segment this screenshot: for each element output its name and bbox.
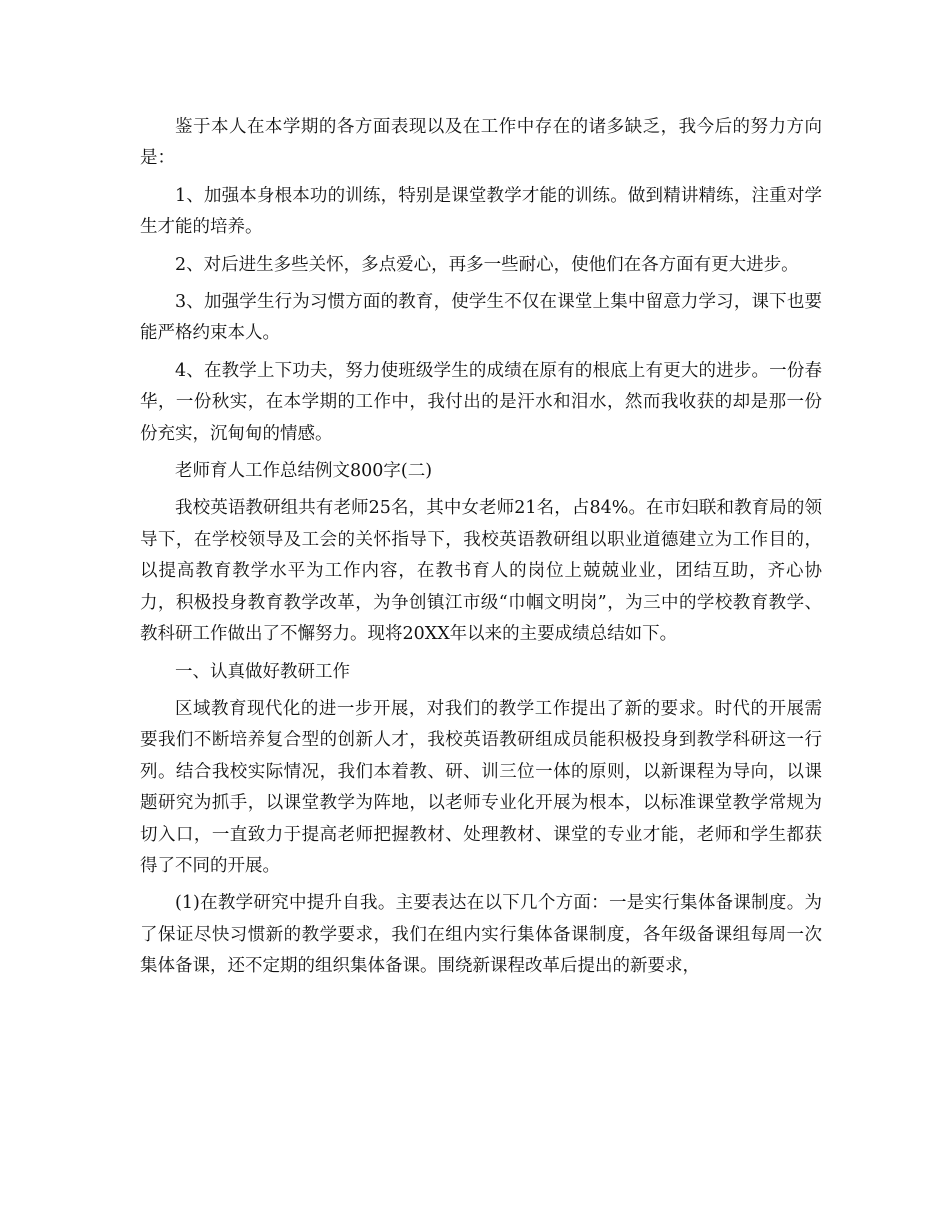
- section-title-example-2: 老师育人工作总结例文800字(二): [175, 461, 433, 482]
- document-page: [140, 112, 822, 983]
- paragraph-item-2: 2、对后进生多些关怀，多点爱心，再多一些耐心，使他们在各方面有更大进步。: [175, 254, 799, 275]
- paragraph-item-4: 4、在教学上下功夫，努力使班级学生的成绩在原有的根底上有更大的进步。一份春华，一份秋实，在本学期的工作中，我付出的是汗水和泪水，然而我收获的却是那一份份充实，沉甸甸的情感。: [140, 360, 822, 444]
- heading-teaching-research: 一、认真做好教研工作: [175, 661, 350, 682]
- paragraph-item-1: 1、加强本身根本功的训练，特别是课堂教学才能的训练。做到精讲精练，注重对学生才能的培养。: [140, 185, 822, 238]
- paragraph-item-3: 3、加强学生行为习惯方面的教育，使学生不仅在课堂上集中留意力学习，课下也要能严格约束本人。: [140, 292, 822, 344]
- paragraph-improvement-intro: 鉴于本人在本学期的各方面表现以及在工作中存在的诸多缺乏，我今后的努力方向是：: [140, 117, 822, 169]
- paragraph-research-point-1: (1)在教学研究中提升自我。主要表达在以下几个方面：一是实行集体备课制度。为了保证尽快习惯新的教学要求，我们在组内实行集体备课制度，各年级备课组每周一次集体备课，还不定期的组织集体备课。围绕新课程改革后提出的新要求，: [140, 893, 822, 977]
- paragraph-research-overview: 区域教育现代化的进一步开展，对我们的教学工作提出了新的要求。时代的开展需要我们不断培养复合型的创新人才，我校英语教研组成员能积极投身到教学科研这一行列。结合我校实际情况，我们本着教、研、训三位一体的原则，以新课程为导向，以课题研究为抓手，以课堂教学为阵地，以老师专业化开展为根本，以标准课堂教学常规为切入口，一直致力于提高老师把握教材、处理教材、课堂的专业才能，老师和学生都获得了不同的开展。: [140, 698, 822, 876]
- paragraph-group-intro: 我校英语教研组共有老师25名，其中女老师21名，占84%。在市妇联和教育局的领导下，在学校领导及工会的关怀指导下，我校英语教研组以职业道德建立为工作目的，以提高教育教学水平为工作内容，在教书育人的岗位上兢兢业业，团结互助，齐心协力，积极投身教育教学改革，为争创镇江市级“巾帼文明岗”，为三中的学校教育教学、教科研工作做出了不懈努力。现将20XX年以来的主要成绩总结如下。: [140, 498, 822, 645]
